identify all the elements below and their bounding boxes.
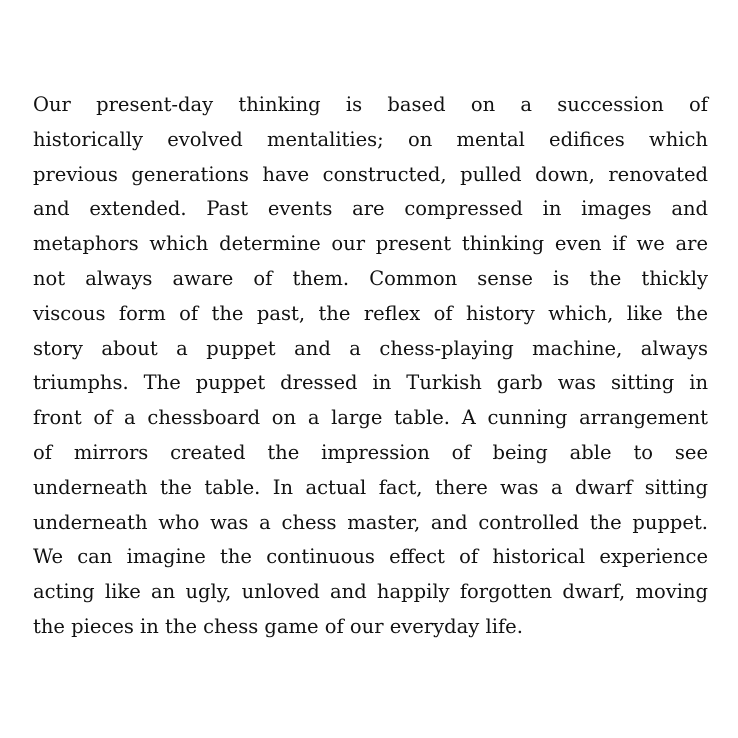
text-line: historically evolved mentalities; on mental edifices which [33, 127, 708, 151]
text-line: triumphs. The puppet dressed in Turkish garb was sitting in [33, 371, 708, 395]
body-paragraph [33, 88, 708, 645]
text-line: not always aware of them. Common sense is the thickly [33, 266, 708, 290]
text-line: metaphors which determine our present thinking even if we are [33, 232, 708, 256]
text-line: We can imagine the continuous effect of historical experience [33, 545, 708, 569]
text-line: and extended. Past events are compressed in images and [33, 197, 708, 221]
text-line: previous generations have constructed, pulled down, renovated [33, 162, 708, 186]
text-line: story about a puppet and a chess-playing machine, always [33, 336, 708, 360]
text-line: the pieces in the chess game of our everyday life. [33, 614, 523, 638]
text-line: front of a chessboard on a large table. A cunning arrangement [33, 406, 708, 430]
text-line: underneath who was a chess master, and controlled the puppet. [33, 510, 708, 534]
text-line: Our present-day thinking is based on a succession of [33, 93, 708, 116]
text-line: underneath the table. In actual fact, there was a dwarf sitting [33, 475, 708, 499]
text-line: viscous form of the past, the reflex of history which, like the [33, 301, 708, 325]
text-line: of mirrors created the impression of being able to see [33, 440, 708, 464]
text-line: acting like an ugly, unloved and happily forgotten dwarf, moving [33, 580, 708, 604]
